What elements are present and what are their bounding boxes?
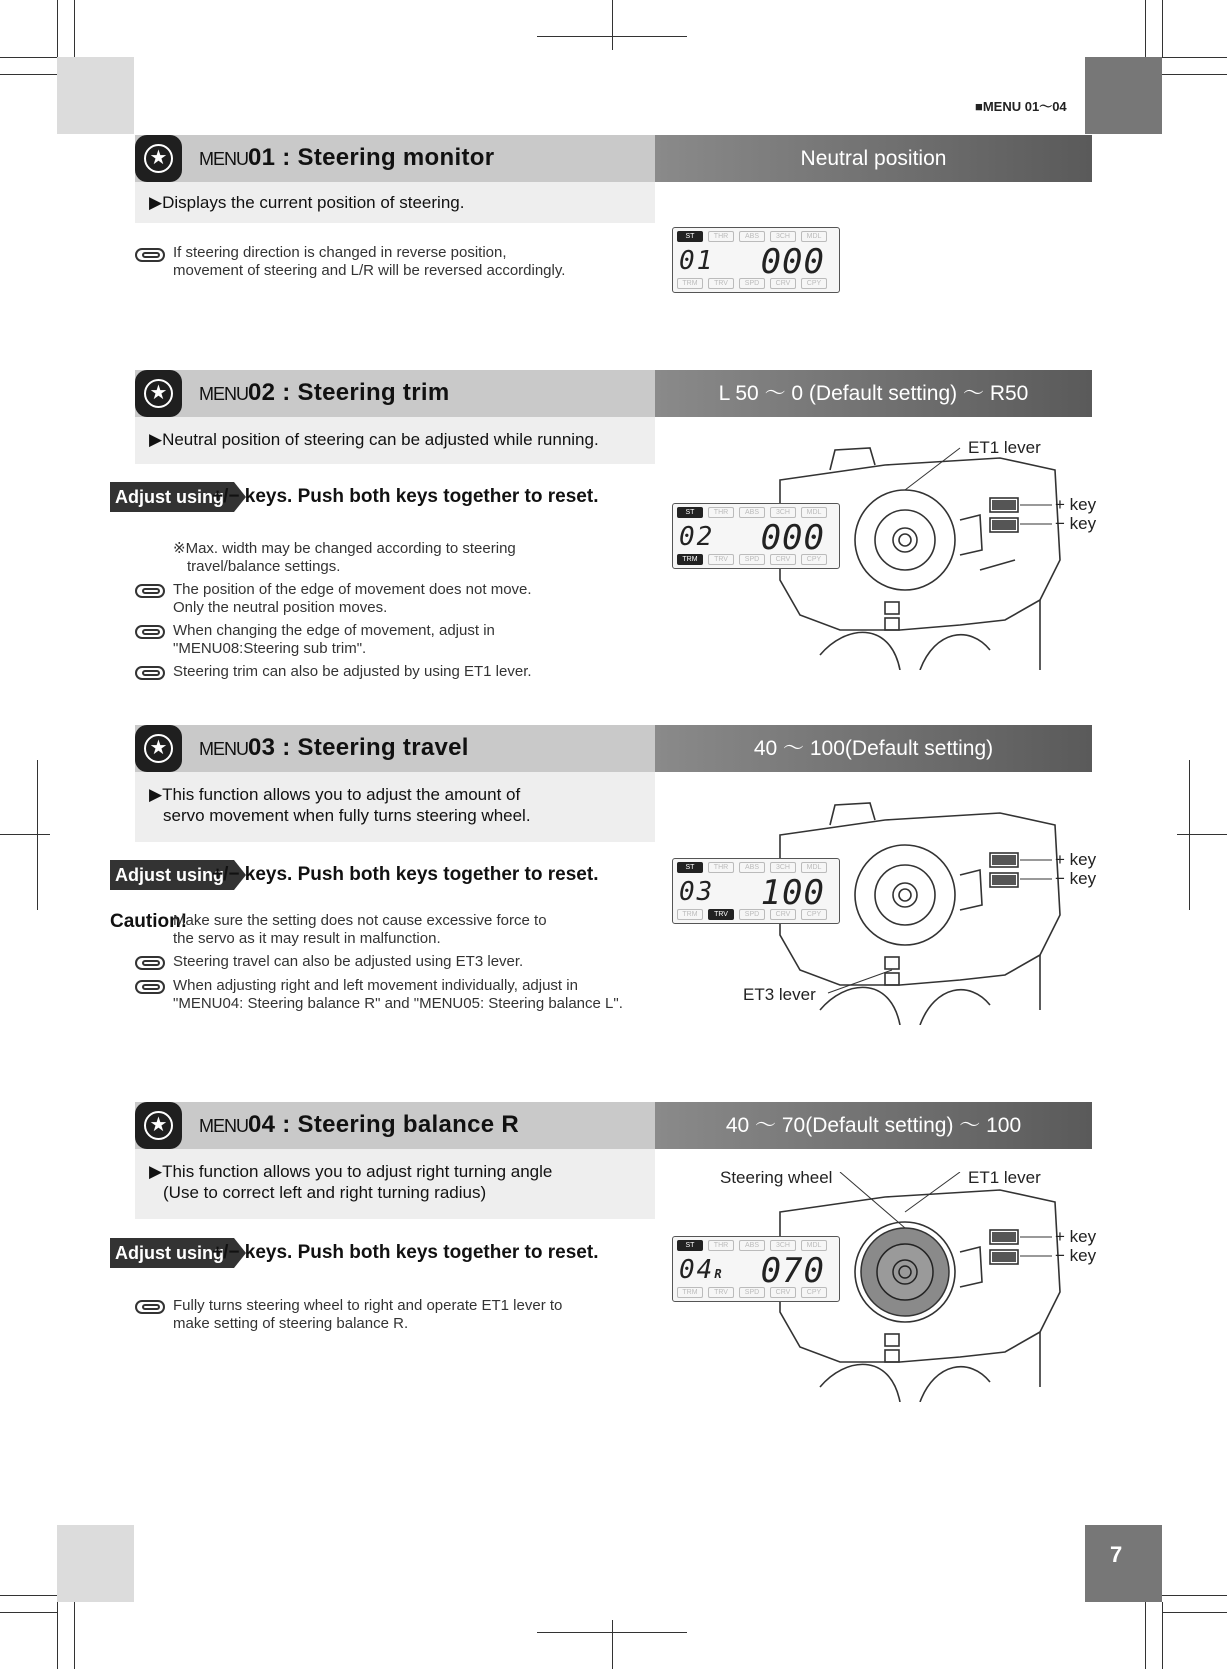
lcd-value: 000 bbox=[760, 242, 825, 282]
section-03-range-band: 40 〜 100(Default setting) bbox=[655, 725, 1092, 772]
section-02-title-bar bbox=[135, 370, 655, 417]
section-02-asterisk-note: ※Max. width may be changed according to steering travel/balance settings. bbox=[173, 540, 516, 575]
section-02-title: MENU02 : Steering trim bbox=[199, 379, 450, 406]
section-03-caution-text: Make sure the setting does not cause excessive force to the servo as it may result in malfunction. bbox=[173, 912, 547, 947]
section-01-title: MENU01 : Steering monitor bbox=[199, 144, 495, 171]
lcd-label-trm: TRM bbox=[677, 554, 703, 565]
crop-mark bbox=[0, 834, 50, 835]
callout-et3-lever: ET3 lever bbox=[743, 985, 816, 1004]
lcd-display-03 bbox=[672, 858, 840, 924]
lcd-label-abs: ABS bbox=[739, 231, 765, 242]
crop-mark bbox=[74, 1602, 75, 1669]
section-01-range-band: Neutral position bbox=[655, 135, 1092, 182]
lcd-label-trv: TRV bbox=[708, 278, 734, 289]
crop-mark bbox=[612, 0, 613, 50]
callout-steering-wheel: Steering wheel bbox=[720, 1168, 833, 1187]
crop-mark bbox=[0, 74, 57, 75]
lcd-label-st: ST bbox=[677, 1240, 703, 1251]
section-02-note-2: When changing the edge of movement, adjust in "MENU08:Steering sub trim". bbox=[173, 622, 495, 657]
callout-plus-key: + key bbox=[1055, 495, 1097, 514]
lcd-label-mdl: MDL bbox=[801, 862, 827, 873]
paperclip-note-icon bbox=[135, 584, 165, 598]
lcd-top-row bbox=[677, 1240, 835, 1251]
section-03-title-bar bbox=[135, 725, 655, 772]
crop-mark bbox=[1145, 0, 1146, 57]
lcd-label-mdl: MDL bbox=[801, 1240, 827, 1251]
lcd-value: 070 bbox=[760, 1251, 825, 1291]
lcd-display-02 bbox=[672, 503, 840, 569]
lcd-sub-indicator: R bbox=[714, 1267, 724, 1281]
lcd-label-abs: ABS bbox=[739, 1240, 765, 1251]
lcd-label-spd: SPD bbox=[739, 554, 765, 565]
section-01-description: ▶Displays the current position of steering. bbox=[135, 182, 655, 223]
section-04-range-band: 40 〜 70(Default setting) 〜 100 bbox=[655, 1102, 1092, 1149]
lcd-value: 100 bbox=[760, 873, 825, 913]
crop-mark bbox=[1162, 1595, 1227, 1596]
lcd-label-spd: SPD bbox=[739, 909, 765, 920]
section-03-description: ▶This function allows you to adjust the amount of servo movement when fully turns steering wheel. bbox=[135, 772, 655, 842]
lcd-bottom-row bbox=[677, 554, 835, 565]
lcd-label-abs: ABS bbox=[739, 507, 765, 518]
steering-icon: ★ bbox=[135, 135, 182, 182]
lcd-top-row bbox=[677, 507, 835, 518]
section-04-title: MENU04 : Steering balance R bbox=[199, 1111, 519, 1138]
section-03-adjust-text: +/− keys. Push both keys together to reset. bbox=[212, 864, 599, 885]
lcd-label-cpy: CPY bbox=[801, 1287, 827, 1298]
crop-mark bbox=[1162, 74, 1227, 75]
lcd-label-thr: THR bbox=[708, 507, 734, 518]
corner-box-top-left bbox=[57, 57, 134, 134]
lcd-label-trm: TRM bbox=[677, 278, 703, 289]
corner-box-top-right bbox=[1085, 57, 1162, 134]
section-03-title: MENU03 : Steering travel bbox=[199, 734, 469, 761]
crop-mark bbox=[74, 0, 75, 57]
crop-mark bbox=[1145, 1602, 1146, 1669]
lcd-label-trm: TRM bbox=[677, 1287, 703, 1298]
crop-mark bbox=[1162, 0, 1163, 57]
header-menu-range: ■MENU 01〜04 bbox=[975, 99, 1067, 114]
lcd-label-mdl: MDL bbox=[801, 507, 827, 518]
section-04-note-1: Fully turns steering wheel to right and operate ET1 lever to make setting of steering balance R. bbox=[173, 1297, 563, 1332]
section-02-description: ▶Neutral position of steering can be adjusted while running. bbox=[135, 417, 655, 464]
lcd-top-row bbox=[677, 231, 835, 242]
lcd-display-01 bbox=[672, 227, 840, 293]
lcd-label-3ch: 3CH bbox=[770, 862, 796, 873]
callout-plus-key: + key bbox=[1055, 850, 1097, 869]
crop-mark bbox=[0, 57, 57, 58]
lcd-label-spd: SPD bbox=[739, 1287, 765, 1298]
crop-mark bbox=[0, 1595, 57, 1596]
section-03-note-2: When adjusting right and left movement individually, adjust in "MENU04: Steering balance R" and "MENU05: Steering balance L". bbox=[173, 977, 623, 1012]
lcd-label-cpy: CPY bbox=[801, 554, 827, 565]
callout-et1-lever: ET1 lever bbox=[968, 1168, 1041, 1187]
lcd-value: 000 bbox=[760, 518, 825, 558]
lcd-label-trv: TRV bbox=[708, 909, 734, 920]
lcd-label-trv: TRV bbox=[708, 1287, 734, 1298]
lcd-label-trm: TRM bbox=[677, 909, 703, 920]
lcd-top-row bbox=[677, 862, 835, 873]
lcd-label-thr: THR bbox=[708, 862, 734, 873]
lcd-label-crv: CRV bbox=[770, 1287, 796, 1298]
lcd-label-mdl: MDL bbox=[801, 231, 827, 242]
lcd-display-04 bbox=[672, 1236, 840, 1302]
section-04-description: ▶This function allows you to adjust right turning angle (Use to correct left and right turning radius) bbox=[135, 1149, 655, 1219]
lcd-label-crv: CRV bbox=[770, 554, 796, 565]
steering-icon: ★ bbox=[135, 725, 182, 772]
paperclip-note-icon bbox=[135, 625, 165, 639]
lcd-bottom-row bbox=[677, 1287, 835, 1298]
lcd-menu-number: 02 bbox=[679, 522, 715, 552]
lcd-label-crv: CRV bbox=[770, 909, 796, 920]
crop-mark bbox=[1162, 57, 1227, 58]
crop-mark bbox=[0, 1612, 57, 1613]
crop-mark bbox=[537, 36, 687, 37]
lcd-label-cpy: CPY bbox=[801, 278, 827, 289]
callout-minus-key: − key bbox=[1055, 869, 1097, 888]
crop-mark bbox=[537, 1632, 687, 1633]
page-number: 7 bbox=[1085, 1525, 1162, 1602]
adjust-using-tag: Adjust using bbox=[110, 1238, 234, 1268]
lcd-label-thr: THR bbox=[708, 231, 734, 242]
corner-box-bottom-left bbox=[57, 1525, 134, 1602]
lcd-label-st: ST bbox=[677, 231, 703, 242]
lcd-label-3ch: 3CH bbox=[770, 231, 796, 242]
lcd-label-cpy: CPY bbox=[801, 909, 827, 920]
crop-mark bbox=[612, 1620, 613, 1669]
section-02-adjust-text: +/− keys. Push both keys together to reset. bbox=[212, 486, 599, 507]
paperclip-note-icon bbox=[135, 666, 165, 680]
paperclip-note-icon bbox=[135, 980, 165, 994]
lcd-label-3ch: 3CH bbox=[770, 1240, 796, 1251]
paperclip-note-icon bbox=[135, 956, 165, 970]
lcd-bottom-row bbox=[677, 278, 835, 289]
lcd-menu-number: 01 bbox=[679, 246, 715, 276]
section-04-adjust-text: +/− keys. Push both keys together to reset. bbox=[212, 1242, 599, 1263]
callout-et1-lever: ET1 lever bbox=[968, 438, 1041, 457]
section-04-title-bar bbox=[135, 1102, 655, 1149]
section-02-note-3: Steering trim can also be adjusted by using ET1 lever. bbox=[173, 663, 532, 680]
steering-icon: ★ bbox=[135, 370, 182, 417]
adjust-using-tag: Adjust using bbox=[110, 860, 234, 890]
section-02-note-1: The position of the edge of movement does not move. Only the neutral position moves. bbox=[173, 581, 532, 616]
callout-minus-key: − key bbox=[1055, 514, 1097, 533]
section-01-note: If steering direction is changed in reverse position, movement of steering and L/R will be reversed accordingly. bbox=[173, 244, 566, 279]
crop-mark bbox=[1177, 834, 1227, 835]
callout-minus-key: − key bbox=[1055, 1246, 1097, 1265]
lcd-menu-number: 03 bbox=[679, 877, 715, 907]
paperclip-note-icon bbox=[135, 1300, 165, 1314]
lcd-label-crv: CRV bbox=[770, 278, 796, 289]
lcd-label-abs: ABS bbox=[739, 862, 765, 873]
lcd-label-thr: THR bbox=[708, 1240, 734, 1251]
lcd-label-st: ST bbox=[677, 507, 703, 518]
section-03-note-1: Steering travel can also be adjusted using ET3 lever. bbox=[173, 953, 524, 970]
section-01-title-bar bbox=[135, 135, 655, 182]
lcd-label-trv: TRV bbox=[708, 554, 734, 565]
callout-plus-key: + key bbox=[1055, 1227, 1097, 1246]
lcd-menu-number: 04R bbox=[679, 1255, 724, 1285]
steering-icon: ★ bbox=[135, 1102, 182, 1149]
crop-mark bbox=[57, 0, 58, 57]
lcd-bottom-row bbox=[677, 909, 835, 920]
crop-mark bbox=[37, 760, 38, 910]
caution-label: Caution! bbox=[110, 911, 188, 932]
paperclip-note-icon bbox=[135, 248, 165, 262]
lcd-label-spd: SPD bbox=[739, 278, 765, 289]
adjust-using-tag: Adjust using bbox=[110, 482, 234, 512]
crop-mark bbox=[1162, 1612, 1227, 1613]
lcd-label-3ch: 3CH bbox=[770, 507, 796, 518]
crop-mark bbox=[1189, 760, 1190, 910]
section-02-range-band: L 50 〜 0 (Default setting) 〜 R50 bbox=[655, 370, 1092, 417]
lcd-label-st: ST bbox=[677, 862, 703, 873]
crop-mark bbox=[57, 1602, 58, 1669]
